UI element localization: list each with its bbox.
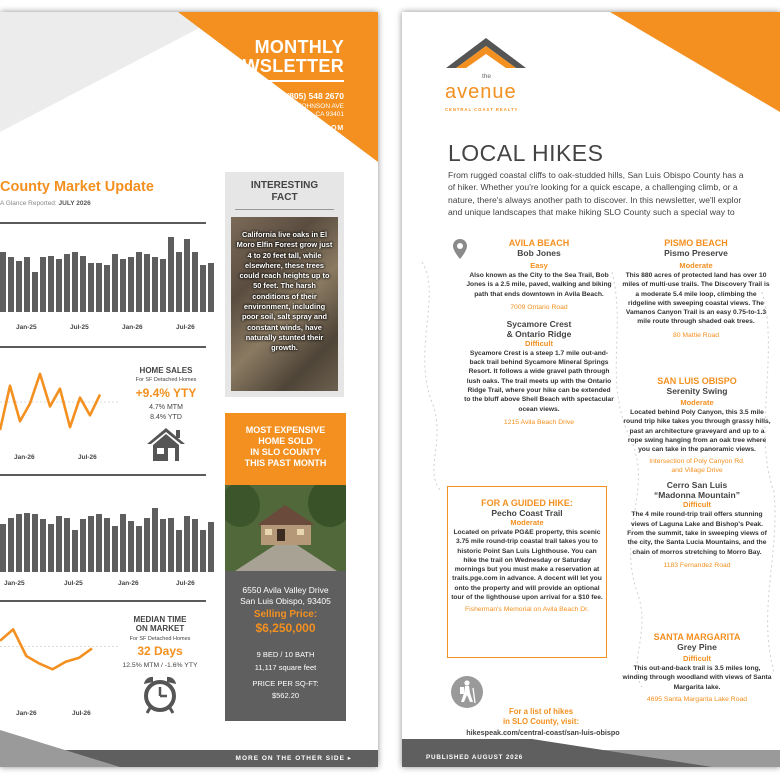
fact-rule xyxy=(235,209,334,210)
chart-bar xyxy=(152,508,158,572)
hike-description: This 880 acres of protected land has over 10 miles of multi-use trails. The Discovery Trail is a moderate 5.4 mile loop, climbing the ridgeline with sweeping coastal views. The Vamanos Canyon Trail is an easy 0.75-to-1.3 mile route through shaded oak trees. xyxy=(622,272,770,326)
chart-bar xyxy=(152,257,158,312)
square-feet: 11,117 square feet xyxy=(254,663,317,672)
address-line2: SAN LUIS OBISPO, CA 93401 xyxy=(255,111,344,118)
roof-logo-icon xyxy=(444,36,528,72)
chart-tick-label: Jul-26 xyxy=(78,454,97,461)
home-sales-ytd: 8.4% YTD xyxy=(150,414,182,421)
chart-tick-label: Jan-25 xyxy=(16,324,37,331)
hike-difficulty: Moderate xyxy=(679,261,713,270)
hike-list-label xyxy=(490,707,592,727)
hike-name: Cerro San Luis xyxy=(666,480,728,491)
chart-bar xyxy=(144,254,150,312)
most-expensive-details xyxy=(225,571,346,721)
hike-name: Pismo Preserve xyxy=(664,248,728,258)
home-sales-title: HOME SALES xyxy=(139,366,193,375)
chart-bar xyxy=(72,530,78,572)
intro-line2: of hiker. Whether you're looking for a quick escape, a challenging climb, or a xyxy=(448,182,738,193)
chart-bar xyxy=(48,524,54,572)
chart-bar xyxy=(128,521,134,572)
hike-description: Sycamore Crest is a steep 1.7 mile out-and-back trail behind Sycamore Mineral Springs Resort. It follows a wide gravel path through lush oaks. The trail meets up with the Ontario Ridge Trail, where your hike can be extended to the bluff above Shell Beach with spectacular ocean views. xyxy=(464,349,614,413)
chart-bar xyxy=(176,530,182,572)
hike-address: 1183 Fernandez Road xyxy=(663,561,731,569)
chart-tick-label: Jan-26 xyxy=(118,580,139,587)
hike-address: 1215 Avila Beach Drive xyxy=(503,418,575,426)
hiker-icon xyxy=(450,675,484,709)
chart-bar xyxy=(24,257,30,312)
hike-difficulty: Easy xyxy=(530,261,548,270)
chart-bar xyxy=(104,518,110,572)
hike-description: This out-and-back trail is 3.5 miles long, winding through woodland with views of Santa Margarita lake. xyxy=(622,665,772,691)
hike-name: & Ontario Ridge xyxy=(506,328,572,339)
subtitle-label: A Glance Reported: xyxy=(0,200,57,207)
hike-name: Sycamore Crest xyxy=(506,318,572,329)
published-date: PUBLISHED AUGUST 2026 xyxy=(426,754,524,761)
section-divider xyxy=(0,474,206,476)
hike-serenity-swing xyxy=(622,376,772,570)
hike-area-pismo: PISMO BEACH xyxy=(664,238,728,248)
hike-grey-pine xyxy=(622,632,772,704)
median-time-title xyxy=(118,615,202,633)
hike-pismo-preserve xyxy=(622,238,770,340)
fact-heading-line1: INTERESTING xyxy=(250,180,319,191)
chart-bar xyxy=(64,518,70,572)
chart-tick-label: Jul-26 xyxy=(176,324,195,331)
hike-description: Located behind Poly Canyon, this 3.5 mile round trip hike takes you through grassy hills, past an architecture graveyard and up to a rope swing hanging from an oak tree where you can take in the panoramic views. xyxy=(623,409,771,454)
hike-description: Located on private PG&E property, this scenic 3.75 mile round-trip coastal trail takes you to historic Point San Luis Lighthouse. You can hike the trail on Wednesday or Saturday mornings but you must make a reservation at trails.pge.com in advance. A docent will let you onto the property and will provide an optional tour of the lighthouse upon arrival for a $10 fee. xyxy=(451,529,603,602)
chart-tick-label: Jul-25 xyxy=(70,324,89,331)
chart-bar xyxy=(8,518,14,572)
right-footer-dark-slant xyxy=(532,739,712,767)
chart-bar xyxy=(56,259,62,312)
chart-bar xyxy=(40,519,46,572)
hike-address: Fisherman's Memorial on Avila Beach Dr. xyxy=(465,606,589,614)
chart-bar xyxy=(136,526,142,572)
chart-series-line xyxy=(0,629,92,669)
hike-list-link[interactable]: hikespeak.com/central-coast/san-luis-obispo xyxy=(466,728,620,737)
chart-bar xyxy=(208,522,214,572)
chart-bar xyxy=(120,259,126,312)
hike-name: “Madonna Mountain” xyxy=(654,490,740,501)
chart-tick-label: Jul-26 xyxy=(72,710,91,717)
chart-bar xyxy=(136,252,142,312)
house-icon xyxy=(146,426,186,462)
expensive-address-line1: 6550 Avila Valley Drive xyxy=(242,585,329,595)
chart-bar xyxy=(88,263,94,312)
hike-description: Also known as the City to the Sea Trail, Bob Jones is a 2.5 mile, paved, walking and biking path that ends downtown in Avila Beach. xyxy=(466,272,612,298)
home-sales-mtm: 4.7% MTM xyxy=(149,404,183,411)
chart-tick-label: Jul-26 xyxy=(176,580,195,587)
chart-bar xyxy=(8,257,14,312)
chart-bar xyxy=(80,519,86,572)
house-photo-illustration xyxy=(225,485,346,571)
hike-address: 7009 Ontario Road xyxy=(510,303,568,311)
orange-corner-decoration xyxy=(610,12,780,112)
chart-bar xyxy=(64,254,70,312)
chart-3-bars xyxy=(0,500,192,572)
selling-price-label: Selling Price: xyxy=(253,609,318,620)
intro-line4: and unique landscapes that make hiking SLO County such a special way to xyxy=(448,206,735,217)
chart-bar xyxy=(96,263,102,312)
hike-list-label-line2: in SLO County, visit: xyxy=(502,717,580,726)
newsletter-title-line1: MONTHLY xyxy=(254,37,344,57)
market-update-subtitle xyxy=(0,200,91,207)
expensive-heading-line4: THIS PAST MONTH xyxy=(244,458,327,468)
hike-area-santa-margarita: SANTA MARGARITA xyxy=(653,632,741,642)
hike-name: Pecho Coast Trail xyxy=(491,508,563,518)
newsletter-back-page xyxy=(402,12,780,767)
chart-bar xyxy=(168,237,174,312)
interesting-fact-box xyxy=(225,172,344,397)
chart-bar xyxy=(184,239,190,312)
website: THEAVENUESLO.COM xyxy=(255,125,344,132)
office-address xyxy=(255,103,344,119)
chart-bar xyxy=(160,259,166,312)
phone-number: (805) 548 2670 xyxy=(286,91,344,101)
chart-bar xyxy=(120,514,126,572)
expensive-address xyxy=(225,585,346,607)
chart-bar xyxy=(0,524,6,572)
median-time-title-line2: ON MARKET xyxy=(135,624,185,633)
hike-name: Serenity Swing xyxy=(666,386,728,396)
hike-area-avila: AVILA BEACH xyxy=(508,238,570,248)
chart-bar xyxy=(32,514,38,572)
bed-bath: 9 BED / 10 BATH xyxy=(256,650,315,659)
logo-wordmark: avenue xyxy=(445,81,517,103)
chart-tick-label: Jan-26 xyxy=(16,710,37,717)
home-sales-note: For SF Detached Homes xyxy=(135,377,197,383)
hike-area-slo: SAN LUIS OBISPO xyxy=(657,376,737,386)
chart-bar xyxy=(104,265,110,312)
chart-bar xyxy=(80,256,86,312)
section-divider xyxy=(0,346,206,348)
chart-bar xyxy=(16,514,22,572)
section-divider xyxy=(0,222,206,224)
chart-bar xyxy=(112,254,118,312)
left-footer-decoration xyxy=(0,730,120,767)
hike-difficulty: Difficult xyxy=(525,338,553,348)
orange-header-banner xyxy=(178,12,378,162)
chart-bar xyxy=(112,526,118,572)
chart-bar xyxy=(48,256,54,312)
hike-area-guided: FOR A GUIDED HIKE: xyxy=(481,498,573,508)
hike-name: Bob Jones xyxy=(517,248,561,258)
chart-bar xyxy=(40,257,46,312)
chart-1-bars xyxy=(0,230,192,312)
hike-pecho-coast xyxy=(450,498,604,614)
interesting-fact-heading xyxy=(225,180,344,204)
median-time-change: 12.5% MTM / -1.6% YTY xyxy=(122,662,198,669)
hike-bob-jones xyxy=(464,238,614,427)
logo-the: the xyxy=(482,73,492,80)
median-time-days: 32 Days xyxy=(137,644,183,658)
hike-difficulty: Moderate xyxy=(680,398,714,407)
chart-2-line xyxy=(0,357,120,447)
chart-bar xyxy=(184,516,190,572)
most-expensive-heading xyxy=(225,413,346,485)
chart-bar xyxy=(200,530,206,572)
chart-bar xyxy=(176,252,182,312)
expensive-address-line2: San Luis Obispo, 93405 xyxy=(240,596,331,606)
hike-list-label-line1: For a list of hikes xyxy=(508,707,574,716)
chart-bar xyxy=(200,265,206,312)
hike-address: and Village Drive xyxy=(671,467,723,475)
local-hikes-title: LOCAL HIKES xyxy=(448,140,604,166)
intro-line3: nature, there's always another path to discover. In this newsletter, we'll explor xyxy=(448,194,742,205)
median-time-title-line1: MEDIAN TIME xyxy=(133,615,187,624)
chart-bar xyxy=(0,252,6,312)
price-per-sqft-label: PRICE PER SQ-FT: xyxy=(252,679,319,688)
hike-difficulty: Difficult xyxy=(683,500,711,510)
market-update-title: County Market Update xyxy=(0,179,154,195)
title-rule xyxy=(232,80,344,82)
hike-name: Grey Pine xyxy=(677,642,717,652)
hike-address: 4695 Santa Margarita Lake Road xyxy=(646,695,748,703)
chart-bar xyxy=(192,252,198,312)
newsletter-title-line2: NEWSLETTER xyxy=(217,56,344,76)
chart-bar xyxy=(24,513,30,572)
house-photo xyxy=(225,485,346,571)
chart-tick-label: Jan-25 xyxy=(4,580,25,587)
home-sales-yty: +9.4% YTY xyxy=(135,386,197,400)
expensive-heading-line1: MOST EXPENSIVE xyxy=(245,425,326,435)
chart-bar xyxy=(168,518,174,572)
chart-bar xyxy=(88,516,94,572)
chart-tick-label: Jan-26 xyxy=(122,324,143,331)
hike-address: 80 Mattie Road xyxy=(672,331,720,339)
right-footer-dark xyxy=(402,739,532,767)
logo-tagline: CENTRAL COAST REALTY xyxy=(445,107,519,112)
chart-tick-label: Jul-25 xyxy=(64,580,83,587)
section-divider xyxy=(0,600,206,602)
fact-heading-line2: FACT xyxy=(271,192,298,203)
chart-bar xyxy=(160,519,166,572)
local-hikes-intro xyxy=(448,169,780,218)
median-time-note: For SF Detached Homes xyxy=(129,636,191,642)
chart-bar xyxy=(192,519,198,572)
price-per-sqft: $562.20 xyxy=(271,691,300,700)
chart-bar xyxy=(32,272,38,312)
chart-4-line xyxy=(0,610,120,705)
chart-bar xyxy=(208,263,214,312)
more-on-other-side: MORE ON THE OTHER SIDE ▸ xyxy=(235,755,352,762)
interesting-fact-text: California live oaks in El Moro Elfin Forest grow just 4 to 20 feet tall, while elsewhere, these trees could reach heights up to 50 feet. The harsh conditions of their environment, including poor soil, salt spray and constant winds, have naturally stunted their growth. xyxy=(236,230,333,353)
chart-bar xyxy=(144,518,150,572)
address-line1: 1333 JOHNSON AVE xyxy=(281,103,344,110)
chart-bar xyxy=(128,257,134,312)
alarm-clock-icon xyxy=(141,674,179,714)
chart-bar xyxy=(56,516,62,572)
chart-tick-label: Jan-26 xyxy=(14,454,35,461)
chart-bar xyxy=(72,252,78,312)
selling-price: $6,250,000 xyxy=(255,621,316,635)
newsletter-front-page xyxy=(0,12,378,767)
chart-bar xyxy=(96,514,102,572)
subtitle-value: JULY 2026 xyxy=(58,200,91,207)
newsletter-title xyxy=(217,38,344,76)
hike-address: Intersection of Poly Canyon Rd. xyxy=(649,458,745,466)
hike-difficulty: Difficult xyxy=(683,654,711,663)
expensive-heading-line3: IN SLO COUNTY xyxy=(250,447,321,457)
hike-description: The 4 mile round-trip trail offers stunning views of Laguna Lake and Bishop's Peak. From the summit, take in sweeping views of the city, the Santa Lucia Mountains, and the chain of morros stretching to Morro Bay. xyxy=(627,511,767,556)
intro-line1: From rugged coastal cliffs to oak-studded hills, San Luis Obispo County has a xyxy=(448,170,744,180)
expensive-heading-line2: HOME SOLD xyxy=(258,436,313,446)
hike-difficulty: Moderate xyxy=(510,518,544,527)
chart-bar xyxy=(16,261,22,312)
